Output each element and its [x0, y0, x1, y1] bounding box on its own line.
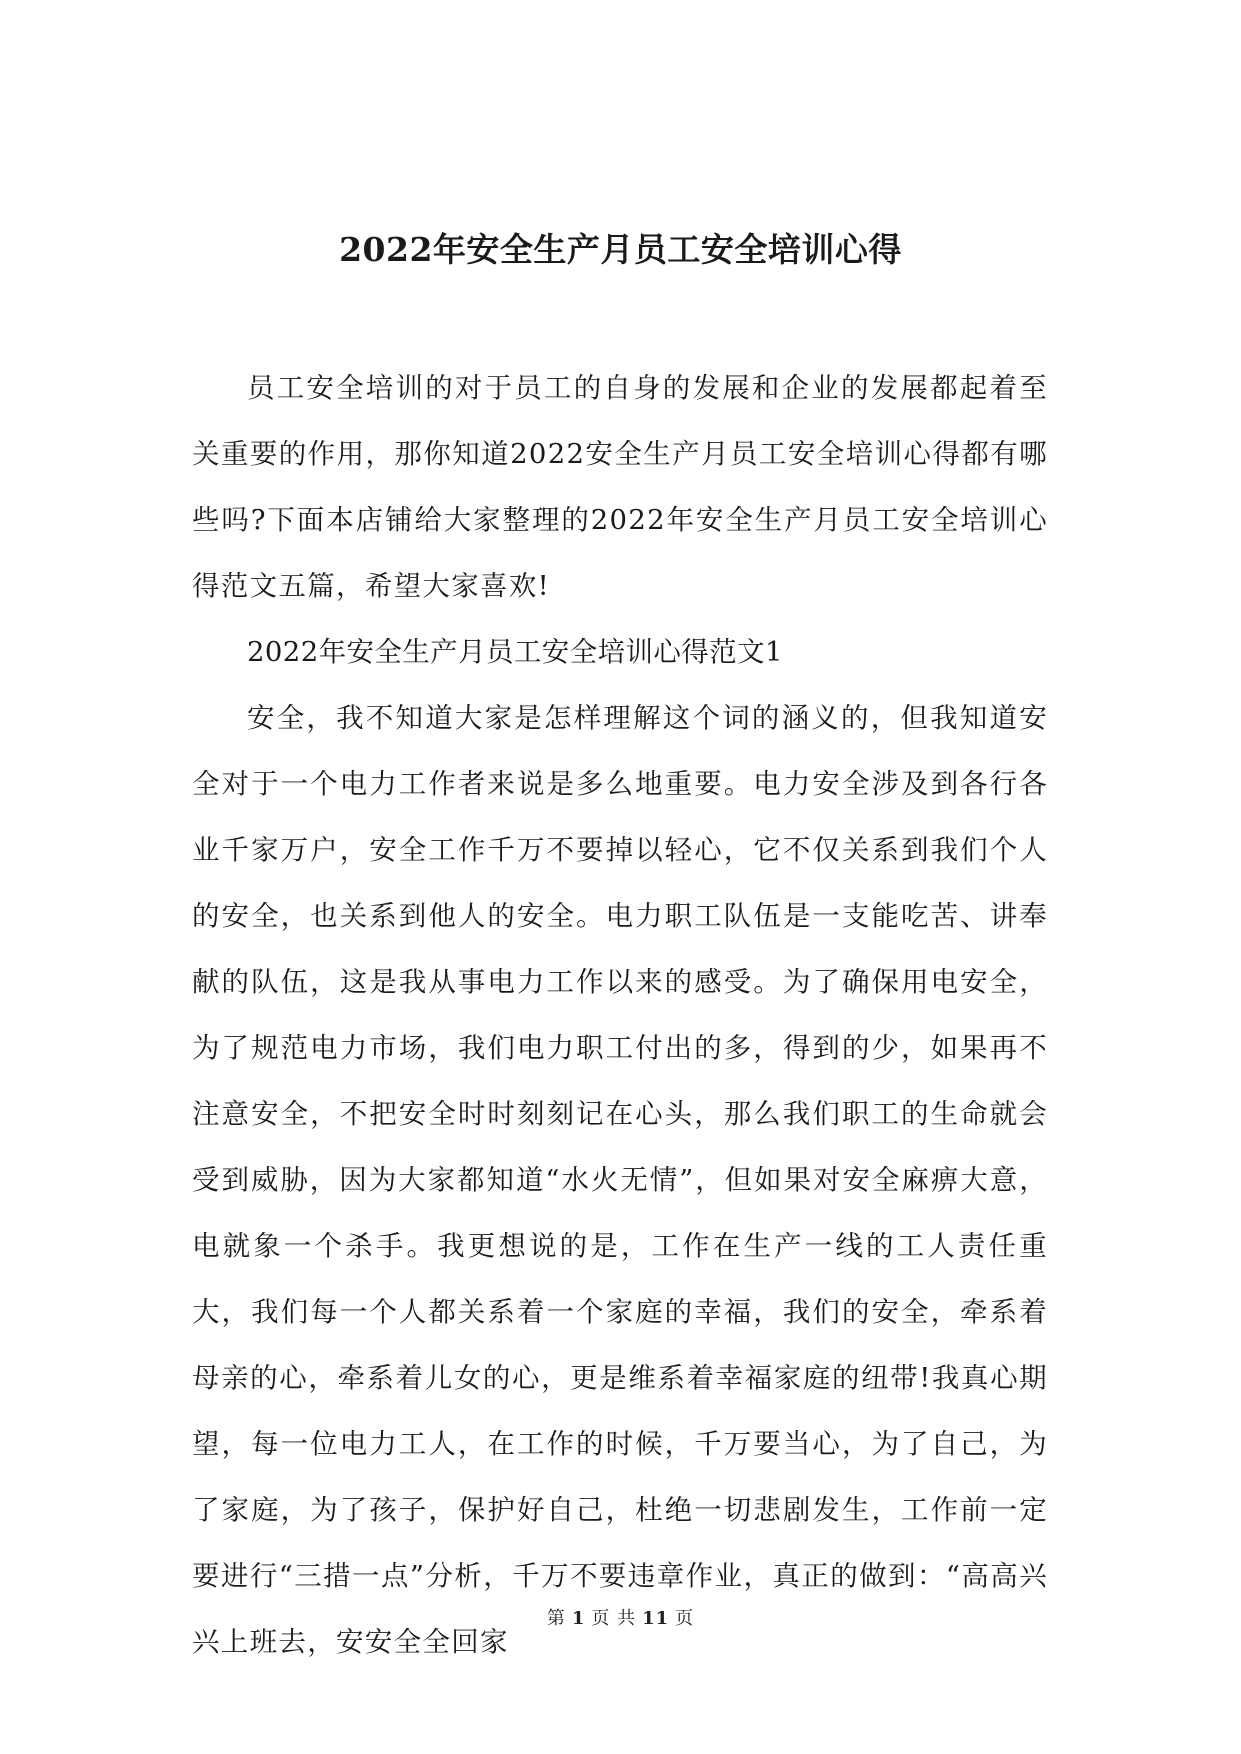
body-paragraph: 安全，我不知道大家是怎样理解这个词的涵义的，但我知道安全对于一个电力工作者来说是多么地重要。电力安全涉及到各行各业千家万户，安全工作千万不要掉以轻心，它不仅关系到我们个人的安全，也关系到他人的安全。电力职工队伍是一支能吃苦、讲奉献的队伍，这是我从事电力工作以来的感受。为了确保用电安全，为了规范电力市场，我们电力职工付出的多，得到的少，如果再不注意安全，不把安全时时刻刻记在心头，那么我们职工的生命就会受到威胁，因为大家都知道“水火无情”，但如果对安全麻痹大意，电就象一个杀手。我更想说的是，工作在生产一线的工人责任重大，我们每一个人都关系着一个家庭的幸福，我们的安全，牵系着母亲的心，牵系着儿女的心，更是维系着幸福家庭的纽带!我真心期望，每一位电力工人，在工作的时候，千万要当心，为了自己，为了家庭，为了孩子，保护好自己，杜绝一切悲剧发生，工作前一定要进行“三措一点”分析，千万不要违章作业，真正的做到：“高高兴兴上班去，安安全全回家	[192, 702, 1048, 1658]
current-page-number: 1	[571, 1608, 586, 1629]
section-heading: 2022年安全生产月员工安全培训心得范文1	[247, 636, 783, 668]
intro-paragraph: 员工安全培训的对于员工的自身的发展和企业的发展都起着至关重要的作用，那你知道2022安全生产月员工安全培训心得都有哪些吗?下面本店铺给大家整理的2022年安全生产月员工安全培训心得范文五篇，希望大家喜欢!	[192, 372, 1048, 602]
footer-middle: 页 共	[591, 1608, 637, 1629]
page-footer	[0, 1606, 1241, 1632]
footer-prefix: 第	[546, 1608, 566, 1629]
document-title: 2022年安全生产月员工安全培训心得	[339, 230, 902, 269]
document-body	[192, 355, 1048, 1675]
total-pages-number: 11	[642, 1608, 670, 1629]
footer-suffix: 页	[675, 1608, 695, 1629]
